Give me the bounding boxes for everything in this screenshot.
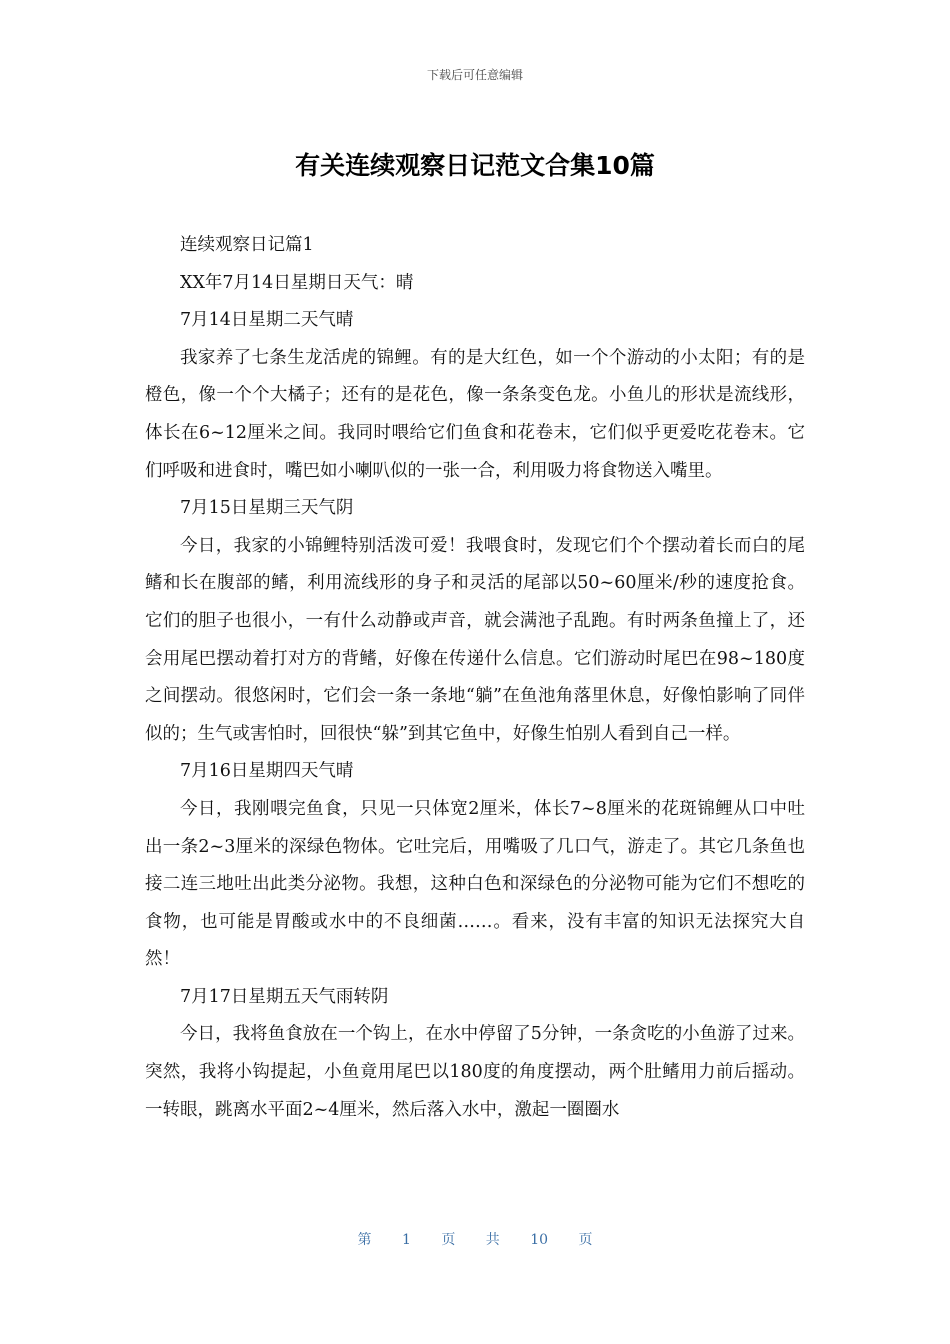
- diary-date-line: 7月16日星期四天气晴: [180, 761, 354, 782]
- diary-paragraph: 今日，我刚喂完鱼食，只见一只体宽2厘米，体长7~8厘米的花斑锦鲤从口中吐出一条2~3厘米的深绿色物体。它吐完后，用嘴吸了几口气，游走了。其它几条鱼也接二连三地吐出此类分泌物。我想，这种白色和深绿色的分泌物可能为它们不想吃的食物，也可能是胃酸或水中的不良细菌……。看来，没有丰富的知识无法探究大自然！: [145, 798, 805, 970]
- diary-paragraph: 我家养了七条生龙活虎的锦鲤。有的是大红色，如一个个游动的小太阳；有的是橙色，像一个个大橘子；还有的是花色，像一条条变色龙。小鱼儿的形状是流线形，体长在6~12厘米之间。我同时喂给它们鱼食和花卷末，它们似乎更爱吃花卷末。它们呼吸和进食时，嘴巴如小喇叭似的一张一合，利用吸力将食物送入嘴里。: [145, 347, 805, 481]
- diary-date-line: 7月15日星期三天气阴: [180, 498, 354, 519]
- diary-date-line: 7月17日星期五天气雨转阴: [180, 986, 389, 1007]
- page-number-footer: [0, 1229, 950, 1249]
- document-title: 有关连续观察日记范文合集10篇: [295, 151, 655, 180]
- footer-label-page: 第: [357, 1232, 372, 1248]
- footer-total-pages: 10: [530, 1232, 549, 1248]
- diary-paragraph: 今日，我将鱼食放在一个钩上，在水中停留了5分钟，一条贪吃的小鱼游了过来。突然，我将小钩提起，小鱼竟用尾巴以180度的角度摆动，两个肚鳍用力前后摇动。一转眼，跳离水平面2~4厘米，然后落入水中，激起一圈圈水: [145, 1024, 805, 1120]
- page-header-note: 下载后可任意编辑: [426, 68, 523, 82]
- document-body: [145, 227, 805, 1129]
- footer-label-page-unit: 页: [441, 1232, 456, 1248]
- footer-current-page: 1: [401, 1232, 411, 1248]
- footer-label-total-unit: 页: [578, 1232, 593, 1248]
- diary-date-line: XX年7月14日星期日天气：晴: [180, 272, 414, 293]
- footer-label-total: 共: [485, 1232, 500, 1248]
- diary-paragraph: 今日，我家的小锦鲤特别活泼可爱！我喂食时，发现它们个个摆动着长而白的尾鳍和长在腹部的鳍，利用流线形的身子和灵活的尾部以50~60厘米/秒的速度抢食。它们的胆子也很小，一有什么动静或声音，就会满池子乱跑。有时两条鱼撞上了，还会用尾巴摆动着打对方的背鳍，好像在传递什么信息。它们游动时尾巴在98~180度之间摆动。很悠闲时，它们会一条一条地“躺”在鱼池角落里休息，好像怕影响了同伴似的；生气或害怕时，回很快“躲”到其它鱼中，好像生怕别人看到自己一样。: [145, 535, 805, 744]
- diary-date-line: 7月14日星期二天气晴: [180, 310, 354, 331]
- article-heading: 连续观察日记篇1: [180, 235, 314, 255]
